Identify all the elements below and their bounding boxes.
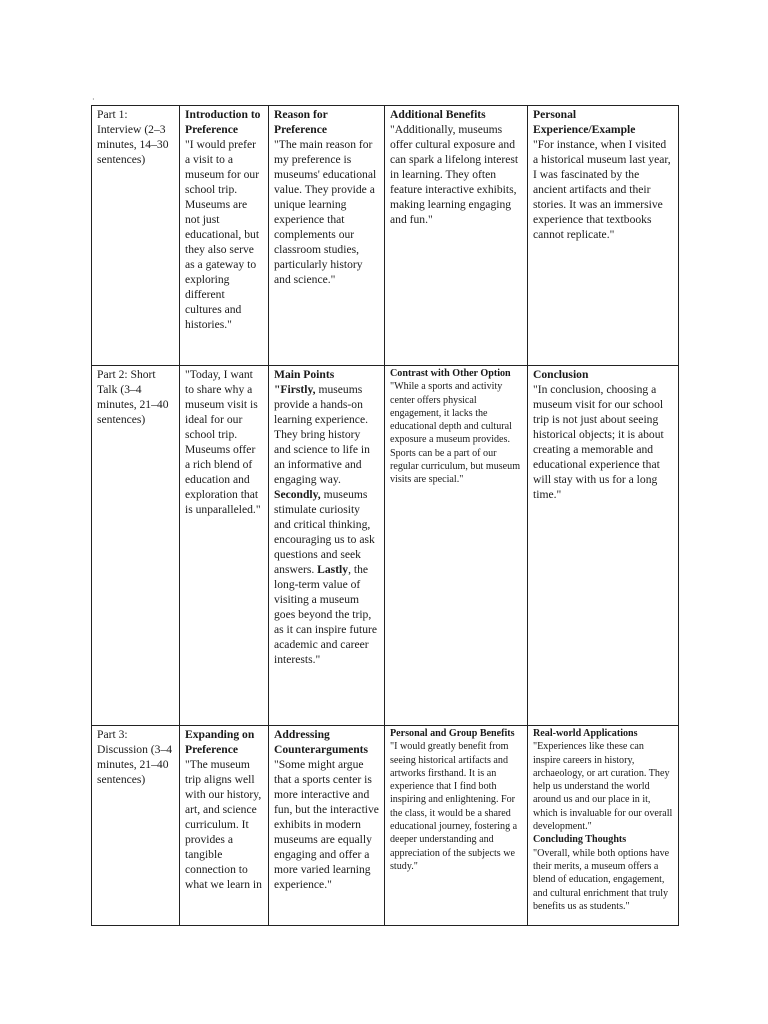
part-label-cell [92, 106, 180, 366]
cell-text: "Today, I want to share why a museum visit is ideal for our school trip. Museums offer a rich blend of education and exploration that is unparalleled." [185, 368, 261, 516]
cell-heading: Expanding on Preference [185, 728, 255, 756]
header-mark: · [92, 95, 95, 104]
cell-text-2: "Overall, while both options have their merits, a museum offers a blend of education, engagement, and cultural enrichment that truly benefits us as students." [533, 847, 670, 912]
cell-text: "I would greatly benefit from seeing historical artifacts and artworks firsthand. It is an experience that I find both inspiring and enlightening. For the class, it would be a shared educational journey, fostering a deeper understanding and appreciation of the subjects we study." [390, 741, 518, 872]
conclusion-cell [528, 366, 679, 726]
table-row-part-3 [92, 726, 679, 926]
point-lead-secondly: Secondly, [274, 488, 321, 501]
part-label: Part 2: Short Talk (3–4 minutes, 21–40 sentences) [97, 368, 169, 426]
cell-text: "Experiences like these can inspire careers in history, archaeology, or art curation. They help us understand the world around us and our place in it, which is invaluable for our overall development." [533, 741, 673, 833]
point-text: museums stimulate curiosity and critical thinking, encouraging us to ask questions and seek answers. [274, 488, 375, 576]
cell-heading: Main Points [274, 368, 335, 381]
group-benefits-cell [385, 726, 528, 926]
table-row-part-1 [92, 106, 679, 366]
cell-heading: Real-world Applications [533, 728, 638, 739]
counterarguments-cell [269, 726, 385, 926]
point-lead-lastly: Lastly [317, 563, 349, 576]
point-text: , the long-term value of visiting a museum goes beyond the trip, as it can inspire future academic and career interests." [274, 563, 378, 666]
cell-heading: Additional Benefits [390, 108, 486, 121]
table-row-part-2 [92, 366, 679, 726]
opening-cell [180, 366, 269, 726]
main-points-cell [269, 366, 385, 726]
contrast-cell [385, 366, 528, 726]
cell-text: "I would prefer a visit to a museum for our school trip. Museums are not just educational, but they also serve as a gateway to exploring different cultures and histories." [185, 138, 260, 331]
cell-heading: Personal and Group Benefits [390, 728, 515, 739]
speaking-plan-table [91, 105, 679, 926]
part-label: Part 1: Interview (2–3 minutes, 14–30 sentences) [97, 108, 169, 166]
personal-experience-cell [528, 106, 679, 366]
cell-text: "Additionally, museums offer cultural exposure and can spark a lifelong interest in learning. They often feature interactive exhibits, making learning engaging and fun." [390, 123, 519, 226]
reason-cell [269, 106, 385, 366]
cell-heading: Introduction to Preference [185, 108, 261, 136]
cell-heading: Reason for Preference [274, 108, 328, 136]
cell-heading-2: Concluding Thoughts [533, 834, 627, 846]
additional-benefits-cell [385, 106, 528, 366]
cell-text: "In conclusion, choosing a museum visit for our school trip is not just about seeing historical objects; it is about creating a memorable and educational experience that will stay with us for a long time." [533, 383, 664, 501]
part-label: Part 3: Discussion (3–4 minutes, 21–40 sentences) [97, 728, 173, 786]
applications-cell [528, 726, 679, 926]
part-label-cell [92, 726, 180, 926]
cell-text: "While a sports and activity center offers physical engagement, it lacks the educational depth and cultural exposure a museum provides. Sports can be a part of our regular curriculum, but museum visits are special." [390, 381, 521, 486]
point-lead-firstly: "Firstly, [274, 383, 316, 396]
part-label-cell [92, 366, 180, 726]
cell-heading: Conclusion [533, 368, 589, 381]
cell-heading: Personal Experience/Example [533, 108, 636, 136]
expanding-cell [180, 726, 269, 926]
cell-text: "The museum trip aligns well with our history, art, and science curriculum. It provides a tangible connection to what we learn in [185, 758, 262, 891]
cell-text: "For instance, when I visited a historical museum last year, I was fascinated by the ancient artifacts and their stories. It was an immersive experience that textbooks cannot replicate." [533, 138, 671, 241]
cell-heading: Contrast with Other Option [390, 368, 511, 379]
point-text: museums provide a hands-on learning experience. They bring history and science to life in an informative and engaging way. [274, 383, 370, 486]
cell-heading: Addressing Counterarguments [274, 728, 369, 756]
introduction-cell [180, 106, 269, 366]
cell-text: "The main reason for my preference is museums' educational value. They provide a unique learning experience that complements our classroom studies, particularly history and science." [274, 138, 377, 286]
cell-text: "Some might argue that a sports center is more interactive and fun, but the interactive exhibits in modern museums are equally engaging and offer a more varied learning experience." [274, 758, 379, 891]
